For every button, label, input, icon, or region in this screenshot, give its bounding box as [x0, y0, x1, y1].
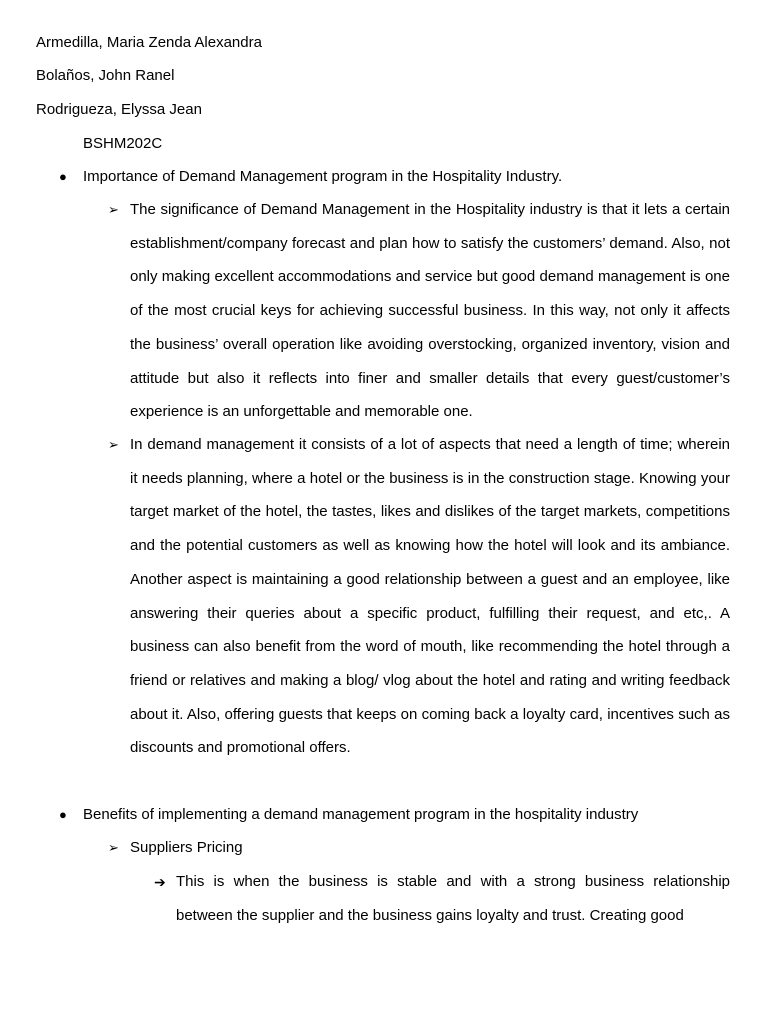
bullet-icon: ●	[59, 169, 67, 184]
topic-heading: Importance of Demand Management program in the Hospitality Industry.	[83, 168, 563, 185]
topic-heading: Benefits of implementing a demand management program in the hospitality industry	[83, 806, 639, 823]
topic-point-paragraph: In demand management it consists of a lot of aspects that need a length of time; wherein it needs planning, where a hotel or the business is in the construction stage. Knowing your target market of the hotel, the tastes, likes and dislikes of the target markets, competitions and the potential customers as well as knowing how the hotel will look and its ambiance. Another aspect is maintaining a good relationship between a guest and an employee, like answering their queries about a specific product, fulfilling their request, and etc,. A business can also benefit from the word of mouth, like recommending the hotel through a friend or relatives and making a blog/ vlog about the hotel and rating and writing feedback about it. Also, offering guests that keeps on coming back a loyalty card, incentives such as discounts and promotional offers.	[130, 436, 730, 757]
bullet-icon: ●	[59, 807, 67, 822]
author-name: Armedilla, Maria Zenda Alexandra	[36, 34, 262, 51]
topic-point-paragraph: The significance of Demand Management in the Hospitality industry is that it lets a certain establishment/company forecast and plan how to satisfy the customers’ demand. Also, not only making excellent accommodations and service but good demand management is one of the most crucial keys for achieving successful business. In this way, not only it affects the business’ overall operation like avoiding overstocking, organized inventory, vision and attitude but also it reflects into finer and smaller details that every guest/customer’s experience is an unforgettable and memorable one.	[130, 201, 730, 421]
arrow-bullet-icon: ➢	[108, 840, 119, 855]
arrow-bullet-icon: ➢	[108, 202, 119, 217]
right-arrow-icon: ➔	[154, 874, 166, 890]
author-name: Rodrigueza, Elyssa Jean	[36, 101, 202, 118]
arrow-bullet-icon: ➢	[108, 437, 119, 452]
sub-heading: Suppliers Pricing	[130, 839, 243, 856]
author-name: Bolaños, John Ranel	[36, 67, 175, 84]
detail-paragraph: This is when the business is stable and with a strong business relationship between the supplier and the business gains loyalty and trust. Creating good	[176, 873, 730, 924]
class-section: BSHM202C	[83, 135, 163, 152]
